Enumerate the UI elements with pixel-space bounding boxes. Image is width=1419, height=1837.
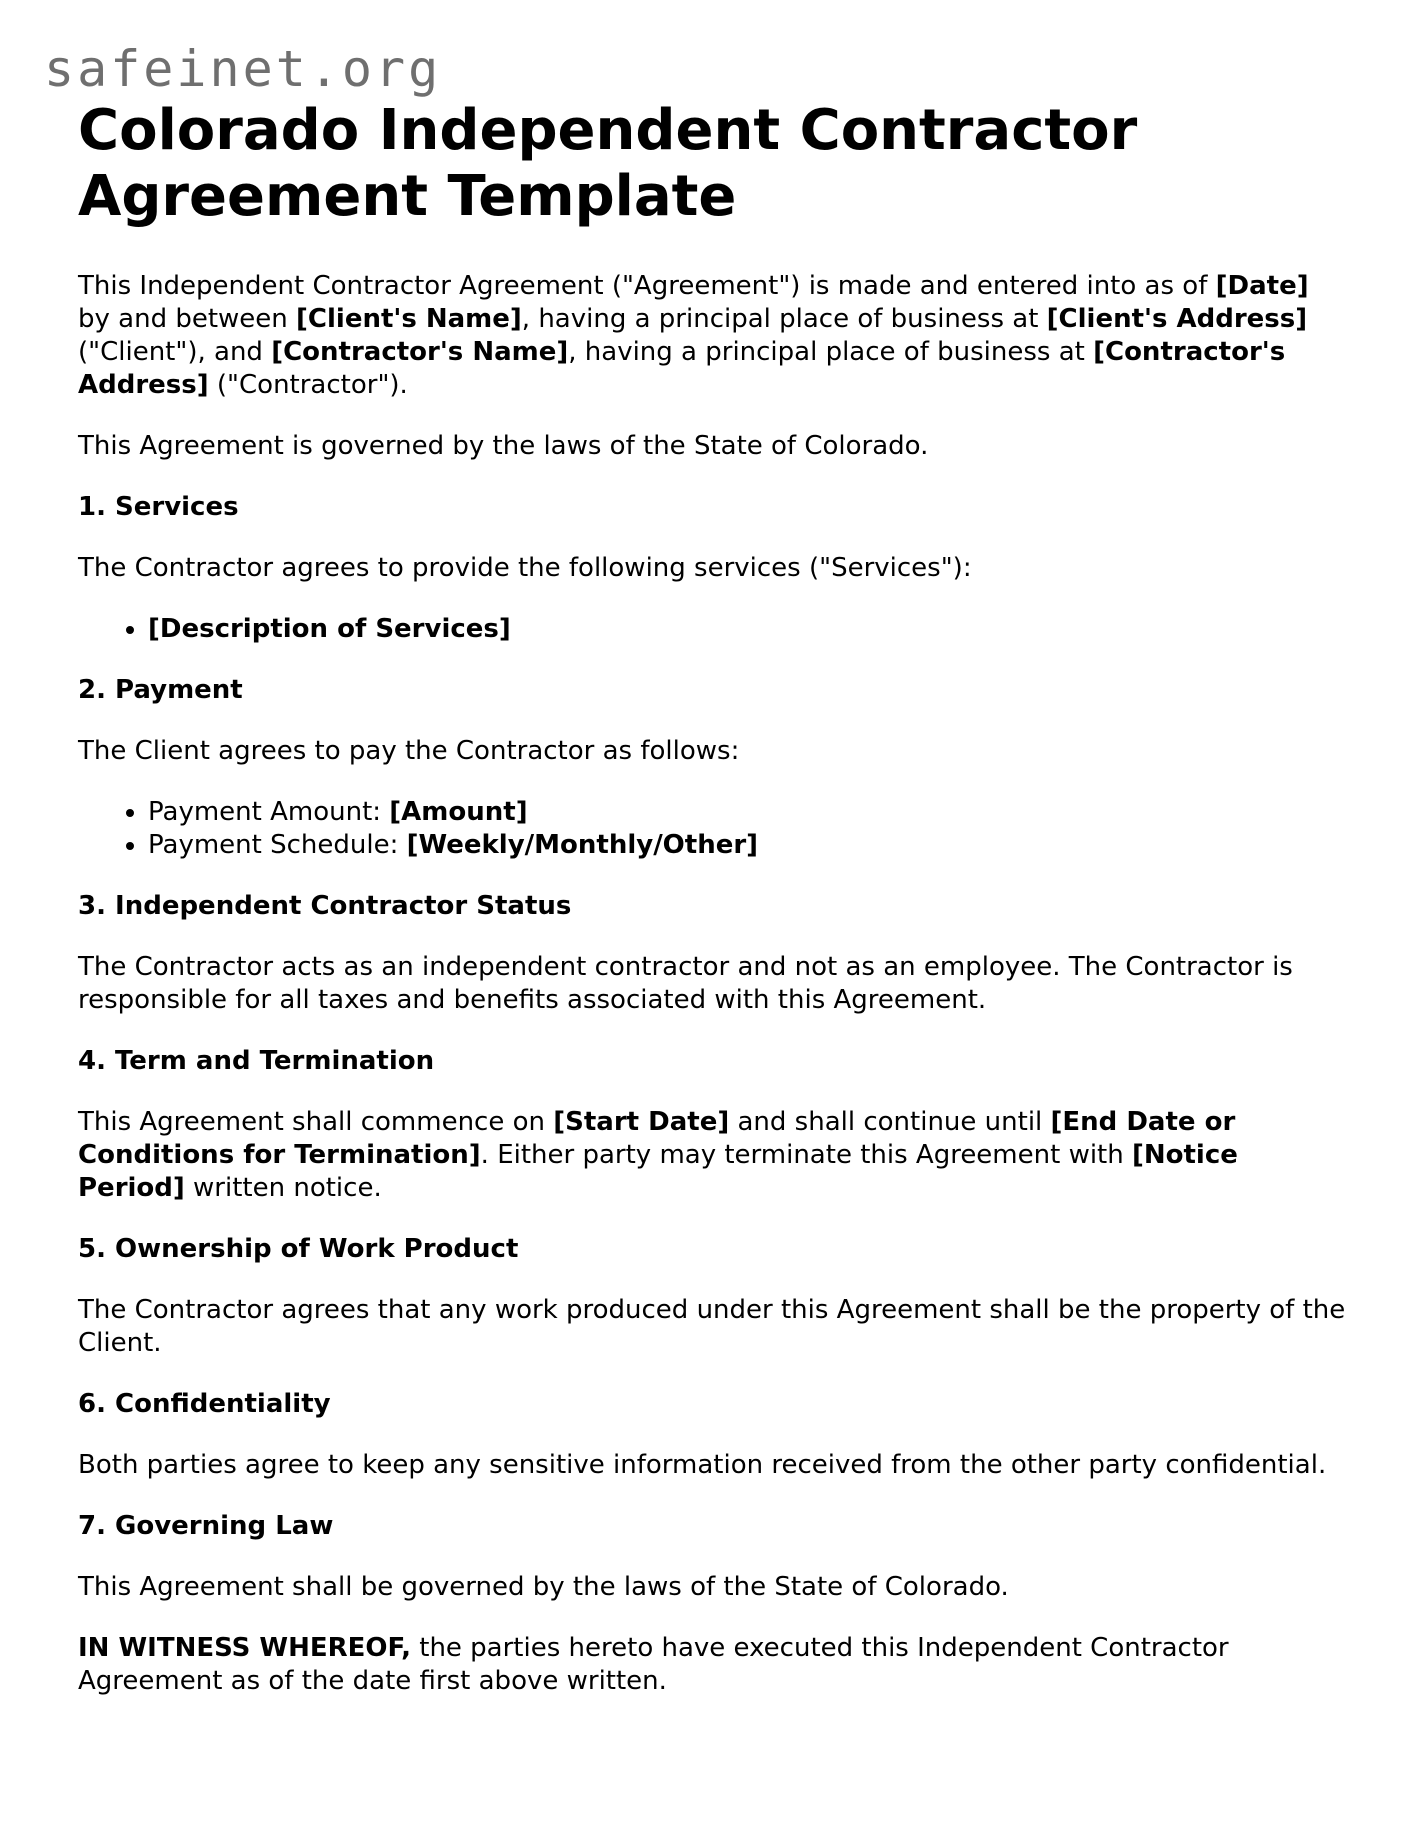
witness-clause — [78, 1632, 1348, 1698]
section-heading-services: 1. Services — [78, 492, 239, 522]
watermark: safeinet.org — [44, 40, 442, 98]
term-text-part: . Either party may terminate this Agreement with — [480, 1140, 1132, 1170]
intro-text: ("Client"), and — [78, 337, 272, 367]
intro-text: ("Contractor"). — [208, 370, 408, 400]
section-heading-term: 4. Term and Termination — [78, 1046, 435, 1076]
witness-text: the parties hereto have executed this Independent Contractor Agreement as of the date first above written. — [78, 1633, 1229, 1696]
payment-list — [78, 796, 1348, 862]
ownership-text: The Contractor agrees that any work produced under this Agreement shall be the property of the Client. — [78, 1295, 1346, 1358]
document-page — [78, 98, 1348, 1698]
notice-period-placeholder: [Notice Period] — [78, 1140, 1238, 1203]
section-heading-ownership: 5. Ownership of Work Product — [78, 1234, 519, 1264]
date-placeholder: [Date] — [1215, 271, 1309, 301]
intro-paragraph — [78, 270, 1348, 402]
confidentiality-text: Both parties agree to keep any sensitive information received from the other party confidential. — [78, 1450, 1327, 1480]
intro-text: , having a principal place of business at — [521, 304, 1047, 334]
intro-text: This Independent Contractor Agreement ("Agreement") is made and entered into as of — [78, 271, 1216, 301]
amount-placeholder: [Amount] — [389, 797, 528, 827]
payment-text: The Client agrees to pay the Contractor as follows: — [78, 736, 740, 766]
term-text-part: This Agreement shall commence on — [78, 1107, 554, 1137]
services-text: The Contractor agrees to provide the following services ("Services"): — [78, 553, 972, 583]
governed-statement: This Agreement is governed by the laws of the State of Colorado. — [78, 431, 929, 461]
client-name-placeholder: [Client's Name] — [296, 304, 522, 334]
schedule-placeholder: [Weekly/Monthly/Other] — [406, 830, 759, 860]
intro-text: , having a principal place of business at — [568, 337, 1094, 367]
section-heading-payment: 2. Payment — [78, 675, 243, 705]
section-heading-governing-law: 7. Governing Law — [78, 1511, 334, 1541]
services-list — [78, 613, 1348, 646]
contractor-address-placeholder: [Contractor's Address] — [78, 337, 1286, 400]
document-title: Colorado Independent Contractor Agreement Template — [78, 98, 1138, 229]
term-text-part: written notice. — [184, 1173, 382, 1203]
start-date-placeholder: [Start Date] — [553, 1107, 730, 1137]
list-item — [148, 613, 1348, 646]
term-text-part: and shall continue until — [729, 1107, 1051, 1137]
list-item — [148, 829, 1348, 862]
term-text — [78, 1106, 1348, 1205]
payment-schedule-label: Payment Schedule: — [148, 830, 407, 860]
client-address-placeholder: [Client's Address] — [1046, 304, 1308, 334]
governing-law-text: This Agreement shall be governed by the laws of the State of Colorado. — [78, 1572, 1009, 1602]
payment-amount-label: Payment Amount: — [148, 797, 390, 827]
services-placeholder: [Description of Services] — [148, 614, 511, 644]
status-text: The Contractor acts as an independent contractor and not as an employee. The Contractor is responsible for all taxes and benefits associated with this Agreement. — [78, 952, 1293, 1015]
end-date-placeholder: [End Date or Conditions for Termination] — [78, 1107, 1236, 1170]
section-heading-status: 3. Independent Contractor Status — [78, 891, 572, 921]
witness-lead: IN WITNESS WHEREOF, — [78, 1633, 411, 1663]
contractor-name-placeholder: [Contractor's Name] — [271, 337, 569, 367]
list-item — [148, 796, 1348, 829]
intro-text: by and between — [78, 304, 297, 334]
section-heading-confidentiality: 6. Confidentiality — [78, 1389, 331, 1419]
